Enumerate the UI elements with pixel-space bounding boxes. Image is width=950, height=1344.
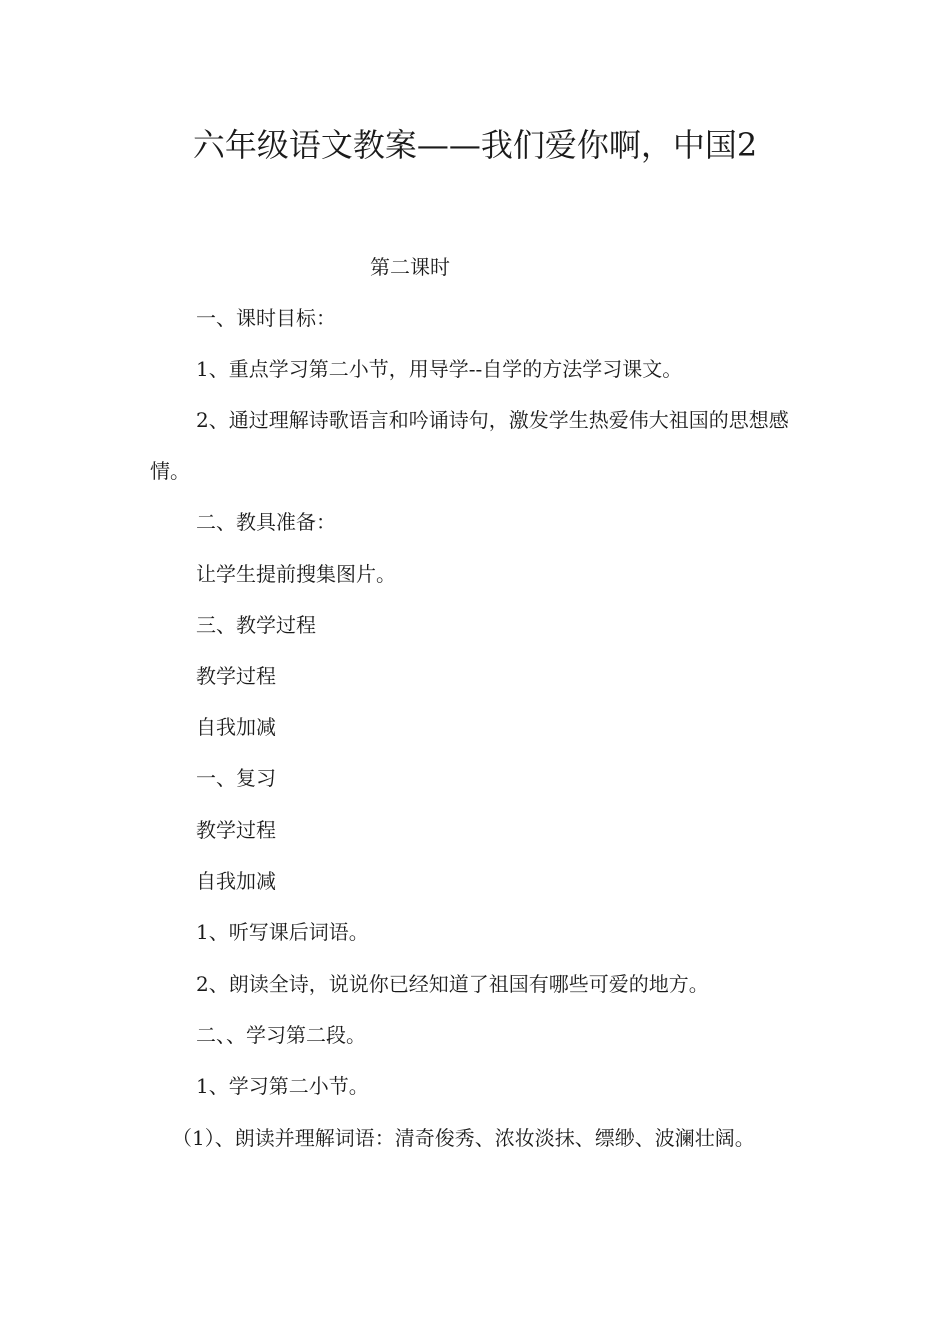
paragraph: 1、学习第二小节。 xyxy=(196,1074,369,1098)
paragraph: 三、教学过程 xyxy=(196,613,316,637)
paragraph: 教学过程 xyxy=(196,664,276,688)
paragraph: 1、听写课后词语。 xyxy=(196,920,369,944)
paragraph: 1、重点学习第二小节，用导学--自学的方法学习课文。 xyxy=(196,357,683,381)
paragraph: 让学生提前搜集图片。 xyxy=(196,562,396,586)
paragraph: 自我加减 xyxy=(196,869,276,893)
paragraph: 2、通过理解诗歌语言和吟诵诗句，激发学生热爱伟大祖国的思想感情。 xyxy=(150,408,789,483)
paragraph: 教学过程 xyxy=(196,818,276,842)
paragraph: （1）、朗读并理解词语：清奇俊秀、浓妆淡抹、缥缈、波澜壮阔。 xyxy=(172,1126,755,1150)
document-title: 六年级语文教案——我们爱你啊，中国2 xyxy=(192,126,758,164)
paragraph: 2、朗读全诗，说说你已经知道了祖国有哪些可爱的地方。 xyxy=(196,972,709,996)
paragraph: 二、教具准备： xyxy=(196,510,336,534)
paragraph: 一、课时目标： xyxy=(196,306,336,330)
paragraph: 二、、学习第二段。 xyxy=(196,1023,366,1047)
lesson-subtitle: 第二课时 xyxy=(370,255,450,279)
paragraph: 一、复习 xyxy=(196,766,276,790)
paragraph: 自我加减 xyxy=(196,715,276,739)
